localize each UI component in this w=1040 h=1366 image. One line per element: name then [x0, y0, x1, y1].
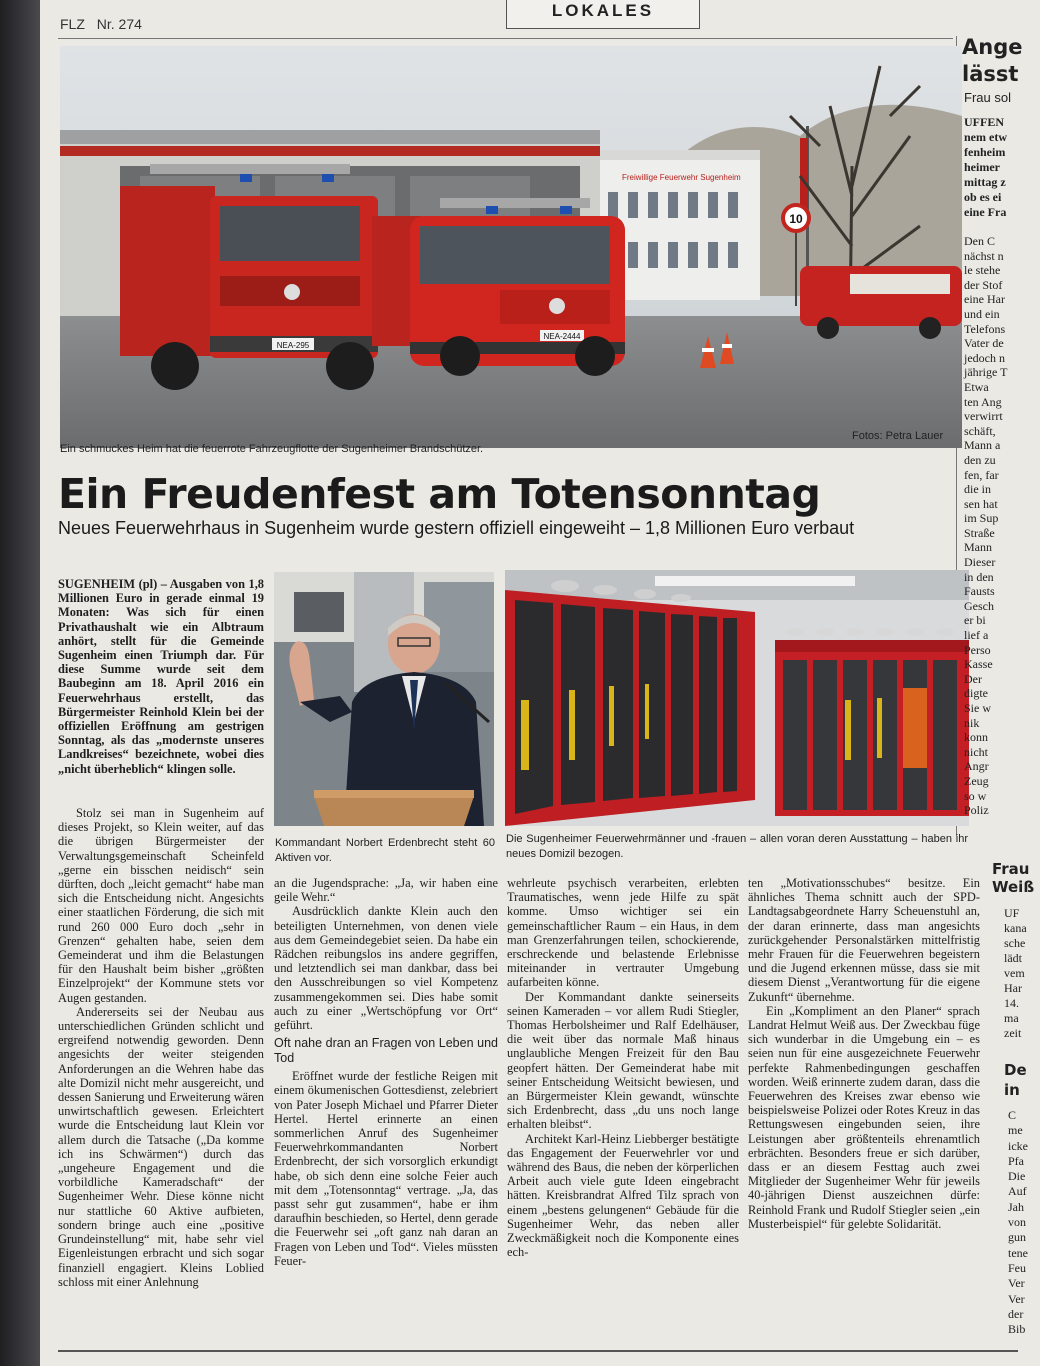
sidebar-headline: Ange lässt [962, 35, 1023, 86]
sidebar-line: kana [1004, 921, 1027, 935]
col3-paragraph-2: Der Kommandant dankte seinerseits seinen Kameraden – vor allem Rudi Stiegler, Thomas Herbolsheimer und Ralf Edelhäuser, die weit über das normale Maß hinaus unglaubliche Mengen Freizeit für den Bau geopfert hätten. Der Gemeinderat habe mit seiner Entscheidung Weitsicht bewiesen, und an Bürgermeister Klein gewandt, wünschte sich Erdenbrecht, dass „du uns noch lange erhalten bleibst“. [507, 989, 739, 1132]
table-background [0, 0, 40, 1366]
sidebar-line: le stehe [964, 263, 1001, 278]
sidebar-headline-2: Frau Weiß [992, 860, 1035, 896]
sidebar-line: nicht [964, 744, 988, 759]
col2-paragraph-1: an die Jugendsprache: „Ja, wir haben eine geile Wehr.“ [274, 876, 498, 905]
article-column-1 [58, 806, 264, 1344]
sidebar-line: tene [1008, 1245, 1028, 1260]
sidebar-line: Straße [964, 525, 995, 540]
sidebar-line: Pfa [1008, 1153, 1024, 1168]
sidebar-line: Zeug [964, 773, 989, 788]
sidebar-line: Etwa [964, 379, 989, 394]
col1-paragraph-2: Andererseits sei der Neubau aus unterschiedlichen Gründen schlicht und ergreifend notwendig geworden. Denn angesichts der weiter steigenden Anforderungen an die Wehren habe das alte Domizil nicht mehr ausgereicht, und dessen Sanierung und Erweiterung wären unwirtschaftlich gewesen. Erleichtert wurde die Entscheidung laut Klein vor allem durch die Tatsache („Da komme ich ins Schwärmen“) durch das „ungeheure Engagement und die vorbildliche Kameradschaft“ der Sugenheimer Wehr. Diese könne nicht nur stattliche 60 Aktive aufbieten, sondern bringe auch eine „positive Grundeinstellung“ mit, habe sehr viel Eigenleistungen erbracht und sich sogar finanziell engagiert. Kleins Loblied schloss mit einer Anlehnung [58, 1004, 264, 1289]
sidebar-line: in den [964, 569, 994, 584]
article-column-2 [274, 876, 498, 1344]
sidebar-line: digte [964, 686, 988, 701]
fire-station-photo [60, 46, 962, 448]
col3-paragraph-3: Architekt Karl-Heinz Liebberger bestätigte das Engagement der Feuerwehrler vor und während des Baus, die neben der körperlichen Arbeit auch viele gute Ideen eingebracht hätten. Kreisbrandrat Alfred Tilz sprach von einem „bestens gelungenen“ Gebäude für die Sugenheimer Wehr, das neben aller Zweckmäßigkeit noch die Komponente eines ech- [507, 1131, 739, 1260]
article-column-3 [507, 876, 739, 1344]
sidebar-line: Poliz [964, 803, 989, 818]
sidebar-line: ten Ang [964, 394, 1002, 409]
top-photo-caption: Ein schmuckes Heim hat die feuerrote Fahrzeugflotte der Sugenheimer Brandschützer. [60, 443, 484, 455]
sidebar-line: der Stof [964, 277, 1003, 292]
bottom-rule [58, 1350, 1018, 1352]
sidebar-line: Perso [964, 642, 991, 657]
sidebar-line: jedoch n [964, 350, 1005, 365]
sidebar-line: lief a [964, 628, 989, 643]
sidebar-line: jährige T [964, 365, 1008, 380]
building-sign: Freiwillige Feuerwehr Sugenheim [622, 173, 741, 182]
col2-paragraph-2: Ausdrücklich dankte Klein auch den beteiligten Unternehmen, von denen viele aus dem Gemeindegebiet seien. Da habe ein Rädchen reibungslos ins andere gegriffen, und letztendlich sei man dankbar, dass bei den Ausschreibungen so viel Kompetenz zusammengekommen sei. Dies habe somit auch zu einer „Wertschöpfung vor Ort“ geführt. [274, 904, 498, 1033]
sidebar-line: Telefons [964, 321, 1006, 336]
sidebar-line: konn [964, 730, 988, 745]
sidebar-line: Gesch [964, 598, 994, 613]
sidebar-line: Mann a [964, 438, 1001, 453]
sidebar-line: lädt [1004, 951, 1022, 965]
sidebar-line: verwirrt [964, 409, 1003, 424]
commander-photo [274, 572, 494, 826]
sidebar-line: Mann [964, 540, 992, 555]
lead-paragraph [58, 577, 264, 823]
sidebar-line: ma [1004, 1011, 1019, 1025]
sidebar-line: C [1008, 1108, 1017, 1122]
sidebar-line: Sie w [964, 701, 991, 715]
sidebar-line: Jah [1008, 1199, 1024, 1214]
sidebar-line: UF [1004, 906, 1020, 920]
sidebar-line: er bi [964, 613, 986, 628]
sidebar-line: vem [1004, 966, 1025, 980]
locker-room-photo [505, 570, 969, 826]
sidebar-line: Ver [1008, 1291, 1025, 1306]
col3-paragraph-1: wehrleute psychisch verarbeiten, erlebten Traumatisches, wenn jede Hilfe zu spät komme. Umso wichtiger sei ein gemeinschaftlicher Raum – ein Haus, in dem man Grenzerfahrungen teilen, schockierende, erschreckende und belastende Erlebnisse miteinander in vertrauter Umgebung aufarbeiten könne. [507, 876, 739, 990]
lead-text: SUGENHEIM (pl) – Ausgaben von 1,8 Millionen Euro in gerade einmal 19 Monaten: Was sich für einen Privathaushalt wie ein Albtraum anhört, stellt für die Gemeinde Sugenheim einen Triumph dar. Für diese Summe wurde seit dem Baubeginn am 18. April 2016 ein Feuerwehrhaus erstellt, das Bürgermeister Reinhold Klein bei der offiziellen Eröffnung am gestrigen Sonntag, als das „modernste unseres Landkreises“ bezeichnete, wobei dies „nicht überheblich“ klingen solle. [58, 577, 264, 776]
page-header [60, 16, 150, 32]
sidebar-line: Der [964, 671, 982, 686]
sidebar-line: nik [964, 715, 980, 730]
sidebar-line: Die [1008, 1169, 1026, 1184]
sidebar-line: me [1008, 1123, 1023, 1138]
plate-2: NEA-2444 [543, 332, 581, 341]
col1-paragraph-1: Stolz sei man in Sugenheim auf dieses Projekt, so Klein weiter, auf das die übrigen Bürgermeister der Verwaltungsgemeinschaft Scheinfeld „gerne ein bisschen neidisch“ sein dürften, doch „leicht gemacht“ habe man sich die Entscheidung nicht. Angesichts einer staatlichen Förderung, die sich mit rund 260 000 Euro doch „sehr in Grenzen“ gehalten habe, seien dem Gemeinderat und ihm die Belastungen für den Haushalt beim bisher „größten Einzelprojekt“ der Kommune stets vor Augen gestanden. [58, 806, 264, 1005]
sidebar-line: Den C [964, 234, 995, 248]
article-subheadline: Neues Feuerwehrhaus in Sugenheim wurde gestern offiziell eingeweiht – 1,8 Millionen Euro verbaut [58, 518, 855, 538]
sidebar-line: im Sup [964, 511, 999, 526]
plate-1: NEA-295 [276, 341, 310, 350]
sidebar-line: sen hat [964, 496, 998, 511]
sidebar-body-3 [1008, 1108, 1028, 1344]
sidebar-line: Bib [1008, 1322, 1026, 1337]
locker-caption: Die Sugenheimer Feuerwehrmänner und -frauen – allen voran deren Ausstattung – haben ihr neues Domizil bezogen. [506, 833, 968, 860]
issue-number: Nr. 274 [96, 16, 142, 32]
col4-paragraph-2: Ein „Kompliment an den Planer“ sprach Landrat Helmut Weiß aus. Der Zweckbau füge sich wunderbar in die Umgebung ein – es seien nun für eine ausgezeichnete Feuerwehr perfekte Rahmenbedingungen geschaffen worden. Weiß erinnerte zudem daran, dass die Feuerwehren des Kreises zwar ebenso wie beispielsweise Polizei oder Rotes Kreuz in das Rettungswesen eingebunden seien, ihre Leistungen aber größtenteils ehrenamtlich erbrächten. Besonders freue er sich darüber, dass er an diesem Festtag auch zwei Mitglieder der Sugenheimer Wehr für jeweils 40-jährigen Dienst auszeichnen dürfe: Reinhold Frank und Rudolf Stiegler seien „ein Musterbeispiel“ für gelebte Solidarität. [748, 1003, 980, 1231]
sidebar-line: Feu [1008, 1260, 1026, 1275]
sidebar-line: Ver [1008, 1276, 1025, 1291]
sidebar-line: 14. [1004, 996, 1019, 1010]
col2-subtitle: Oft nahe dran an Fragen von Leben und Tod [274, 1036, 498, 1066]
sidebar-body [964, 234, 1024, 834]
sidebar-headline-3: De in [1004, 1061, 1027, 1099]
sidebar-line: der [1008, 1306, 1024, 1321]
sidebar-lead: UFFEN nem etw fenheim heimer mittag z ob es ei eine Fra [964, 115, 1007, 219]
speed-limit-sign: 10 [789, 212, 803, 226]
sidebar-line: nächst n [964, 248, 1004, 263]
sidebar-line: Auf [1008, 1184, 1027, 1199]
sidebar-line: Dieser [964, 555, 996, 570]
sidebar-line: gun [1008, 1230, 1026, 1245]
col2-paragraph-3: Eröffnet wurde der festliche Reigen mit einem ökumenischen Gottesdienst, zelebriert von Pater Joseph Michael und Pfarrer Dieter Hertel. Hertel erinnerte an einen sommerlichen Anruf des Sugenheimer Feuerwehrkommandanten Norbert Erdenbrecht, der sich vorsorglich erkundigt habe, ob sich denn eine solche Feier auch mit dem „Totensonntag“ vertrage. „Ja, das passt sehr gut zusammen“, habe er ihm daraufhin beschieden, so Hertel, denn gerade die Feuerwehr sei „oft ganz nah daran an Fragen von Leben und Tod“. Vieles müssten Feuer- [274, 1069, 498, 1268]
sidebar-line: Vater de [964, 336, 1004, 351]
header-rule [58, 38, 953, 39]
sidebar-line: schäft, [964, 423, 996, 438]
sidebar-line: Angr [964, 759, 989, 774]
sidebar-line: den zu [964, 452, 996, 467]
sidebar-line: eine Har [964, 292, 1005, 307]
photo-credit: Fotos: Petra Lauer [852, 430, 944, 442]
sidebar-line: zeit [1004, 1026, 1022, 1040]
sidebar-line: icke [1008, 1138, 1028, 1153]
article-headline: Ein Freudenfest am Totensonntag [58, 470, 821, 518]
commander-caption: Kommandant Norbert Erdenbrecht steht 60 Aktiven vor. [275, 837, 495, 864]
col4-paragraph-1: ten „Motivationsschubes“ besitze. Ein ähnliches Thema schnitt auch der SPD-Landtagsabgeordnete Harry Scheuenstuhl an, der daran erinnerte, dass man angesichts zurückgehender Personalstärken mittelfristig mehr Frauen für die Feuerwehren begeistern und die Jugend erkennen müsse, dass sie mit diesem Dienst „Verantwortung für die eigene Zukunft“ übernehme. [748, 876, 980, 1004]
sidebar-line: und ein [964, 306, 1000, 321]
sidebar-line: von [1008, 1215, 1026, 1230]
sidebar-subheadline: Frau sol [964, 90, 1011, 105]
sidebar-line: sche [1004, 936, 1026, 950]
sidebar-body-2 [1004, 906, 1027, 1046]
article-column-4 [748, 876, 980, 1344]
paper-name: FLZ [60, 16, 85, 32]
sidebar-line: Har [1004, 981, 1022, 995]
sidebar-line: so w [964, 788, 987, 803]
sidebar-line: die in [964, 482, 991, 497]
sidebar-line: Fausts [964, 584, 995, 599]
sidebar-line: Kasse [964, 657, 993, 672]
sidebar-line: fen, far [964, 467, 999, 482]
section-title: LOKALES [506, 0, 700, 29]
